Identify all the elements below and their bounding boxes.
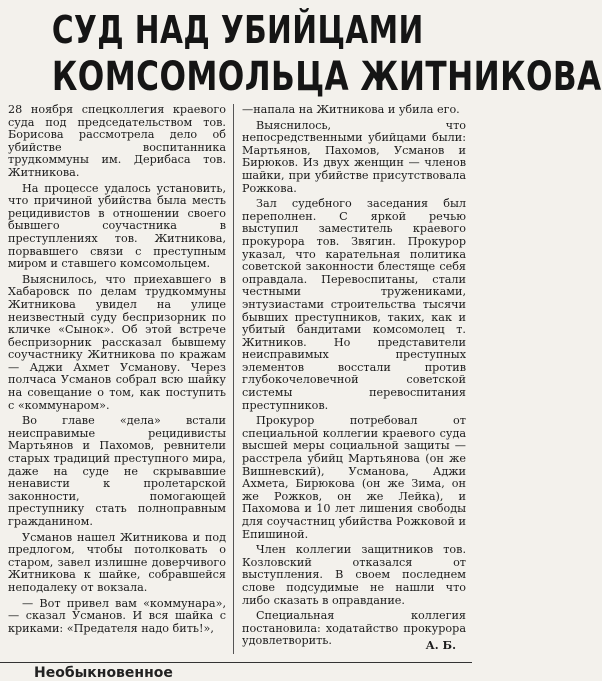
paragraph: Специальная коллегия постановила: ходатайство прокурора удовлетворить. (242, 609, 466, 648)
paragraph: —напала на Житникова и убила его. (242, 103, 460, 116)
article-left-column (8, 104, 226, 638)
bottom-rule (0, 662, 472, 663)
paragraph: Прокурор потребовал от специальной коллегии краевого суда высшей меры социальной защиты — расстрела убийц Мартьянова (он же Вишневский), Усманова, Аджи Ахмета, Бирюкова (он же Зима, он же Рожков, он же Лейка), и Пахомова и 10 лет лишения свободы для соучастниц убийства Рожковой и Епишиной. (242, 414, 466, 541)
paragraph: 28 ноября спецколлегия краевого суда под председательством тов. Борисова рассмотрела дело об убийстве воспитанника трудкоммуны им. Дерибаса тов. Житникова. (8, 103, 226, 179)
paragraph: Зал судебного заседания был переполнен. С яркой речью выступил заместитель краевого прокурора тов. Звягин. Прокурор указал, что карательная политика советской законности блестяще себя оправдала. Перевоспитаны, стали честными тружениками, энтузиастами строительства тысячи бывших преступников, таких, как и убитый бандитами комсомолец т. Житников. Но представители неисправимых преступных элементов восстали против глубокочеловечной советской системы перевоспитания преступников. (242, 197, 466, 412)
paragraph: На процессе удалось установить, что причиной убийства была месть рецидивистов в отношении своего бывшего соучастника в преступлениях тов. Житникова, порвавшего связи с преступным миром и ставшего комсомольцем. (8, 181, 226, 271)
headline-line-1: СУД НАД УБИЙЦАМИ (51, 8, 424, 52)
column-divider (233, 104, 234, 654)
paragraph: Выяснилось, что приехавшего в Хабаровск по делам трудкоммуны Житникова увидел на улице неизвестный суду беспризорник по кличке «Сынок». Об этой встрече беспризорник рассказал бывшему соучастнику Житникова по кражам — Аджи Ахмет Усманову. Через полчаса Усманов собрал всю шайку на совещание о том, как поступить с «коммунаром». (8, 272, 226, 412)
paragraph: Член коллегии защитников тов. Козловский отказался от выступления. В своем последнем слове подсудимые не нашли что либо сказать в оправдание. (242, 543, 466, 607)
next-article-headline-fragment: Необыкновенное (34, 665, 173, 681)
headline-line-2: КОМСОМОЛЬЦА ЖИТНИКОВА (51, 54, 602, 100)
paragraph: Усманов нашел Житникова и под предлогом, чтобы потолковать о старом, завел излишне доверчивого Житникова к шайке, собравшейся неподалеку от вокзала. (8, 530, 226, 594)
paragraph: Выяснилось, что непосредственными убийцами были: Мартьянов, Пахомов, Усманов и Бирюков. Из двух женщин — членов шайки, при убийстве присутствовала Рожкова. (242, 118, 466, 195)
paragraph: Во главе «дела» встали неисправимые рецидивисты Мартьянов и Пахомов, ревнители старых традиций преступного мира, даже на суде не скрывавшие ненависти к пролетарской законности, помогающей преступнику стать полноправным гражданином. (8, 414, 226, 528)
paragraph: — Вот привел вам «коммунара», — сказал Усманов. И вся шайка с криками: «Предателя надо бить!», (8, 596, 226, 635)
article-right-column (242, 104, 466, 652)
author-signature: А. Б. (425, 637, 456, 652)
